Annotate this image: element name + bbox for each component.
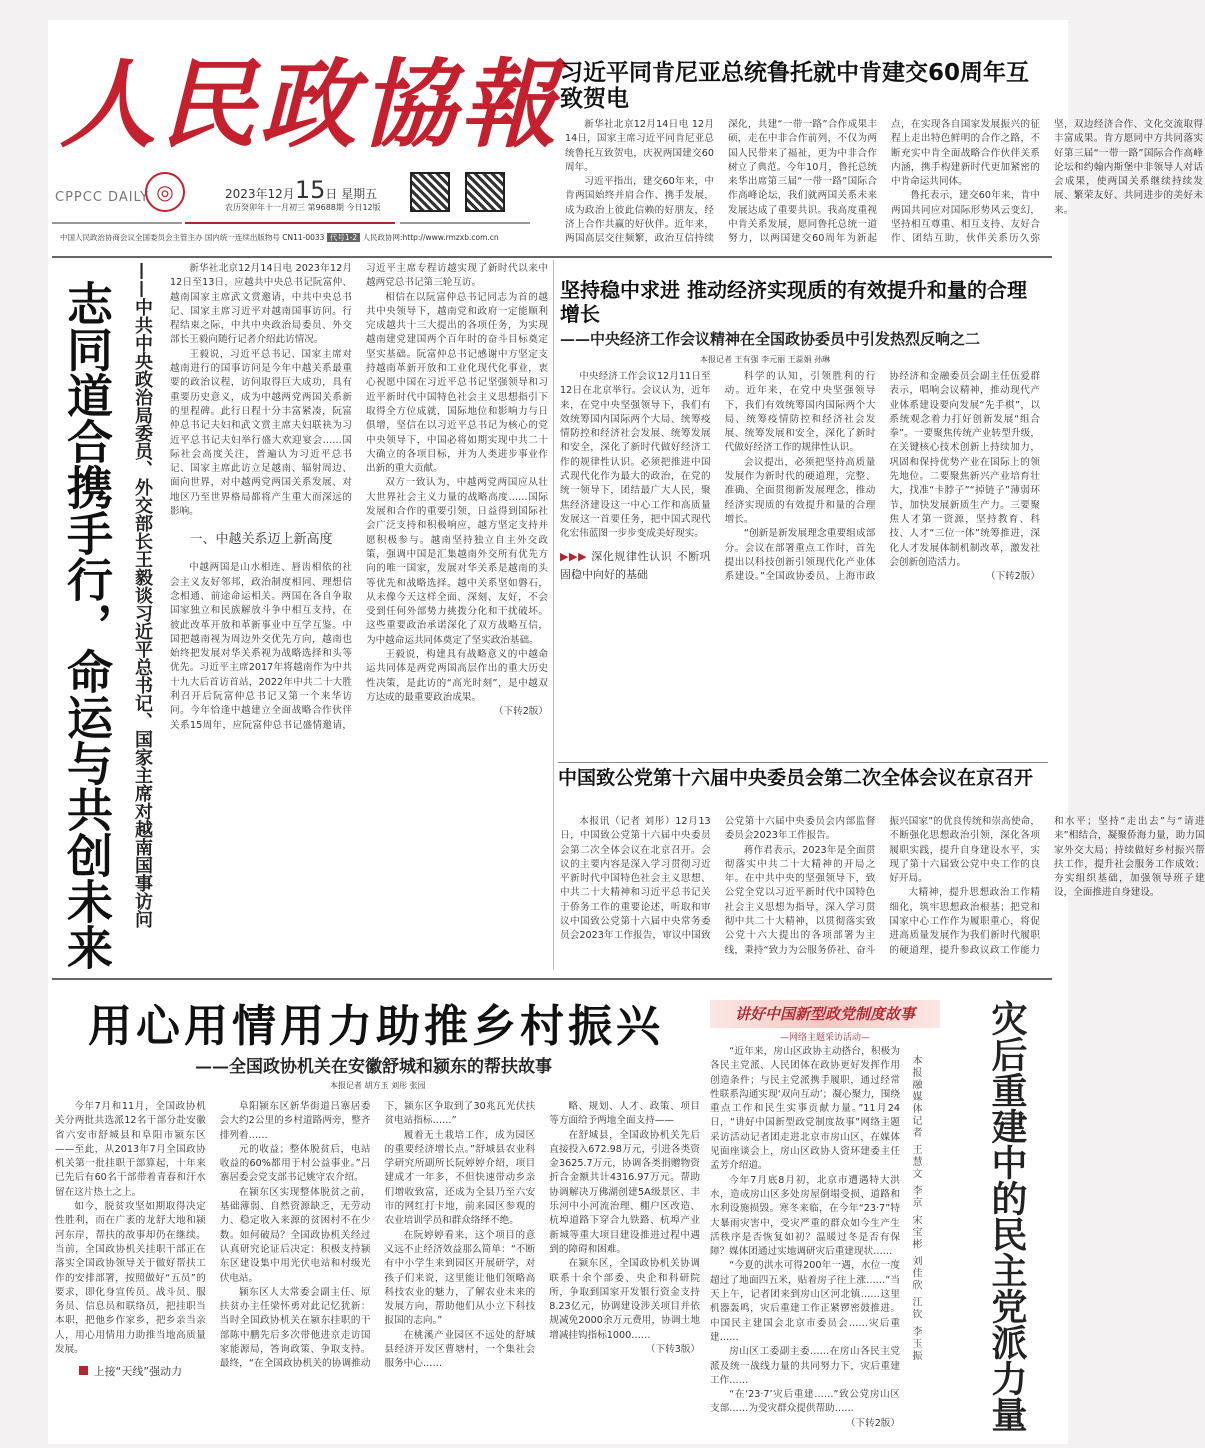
issue-date	[225, 176, 377, 204]
subtitle-rural: ——全国政协机关在安徽舒城和颍东的帮扶故事	[195, 1057, 552, 1077]
paragraph: 鲁托表示，建交60年来，肯中两国共同应对国际形势风云变幻，坚持相互尊重、相互支持、友好合作、团结互助，伙伴关系历久弥坚，双边经济合作、文化交流取得丰富成果。肯方愿同中方共同落实好第三届“一带一路”国际合作高峰论坛和约翰内斯堡中非领导人对话会成果，使两国关系继续持续发展、繁荣友好、共同进步的美好未来。	[891, 119, 1203, 245]
article-economy-body	[560, 370, 1040, 758]
square-bullet-icon	[79, 1366, 88, 1375]
divider	[553, 260, 554, 970]
paragraph: 大精神，提升思想政治工作精细化，筑牢思想政治根基；把党和国家中心工作作为履职重心，将促进高质量发展作为我们新时代履职的硬道理，提升参政议政工作能力和水平；坚持“走出去”与“请进来”相结合，凝聚侨海力量，助力国家外交大局；持续做好乡村振兴帮扶工作，提升社会服务工作成效；夯实组织基础，加强领导班子建设，全面推进自身建设。	[889, 816, 1205, 956]
paragraph: 习近平指出，建交60年来，中肯两国始终并肩合作、携手发展，成为政治上彼此信赖的好朋友，经济上合作共赢的好伙伴。近年来，两国高层交往频繁，政治互信持续深化，共建“一带一路”合作成果丰硕，走在中非合作前列，不仅为两国人民带来了福祉，更为中非合作树立了典范。今年10月，鲁托总统来华出席第三届“一带一路”国际合作高峰论坛，我们就两国关系未来发展达成了重要共识。我高度重视中肯关系发展，愿同鲁托总统一道努力，以两国建交60周年为新起点，在实现各自国家发展振兴的征程上走出特色鲜明的合作之路，不断充实中肯全面战略合作伙伴关系内涵，携手构建新时代更加紧密的中肯命运共同体。	[565, 119, 1040, 245]
paragraph: 新华社北京12月14日电 2023年12月12日至13日，应越共中央总书记阮富仲、越南国家主席武文赏邀请，中共中央总书记、国家主席习近平对越南国事访问。行程结束之际，中共中央政治局委员、外交部长王毅向随行记者介绍此访情况。	[170, 263, 352, 346]
paragraph: 在桃溪产业园区不远处的舒城县经济开发区曹塘村，一个集社会服务中心……	[384, 1329, 536, 1370]
headline-zhigong[interactable]: 中国致公党第十六届中央委员会第二次全体会议在京召开	[558, 767, 1034, 789]
byline-economy: 本报记者 王有强 李元丽 王蕊娟 孙琳	[700, 355, 831, 364]
continued-on-page-link[interactable]: （下转2版）	[985, 571, 1040, 583]
paragraph: 房山区工委副主委……在房山各民主党派及统一战线力量的共同努力下，灾后重建工作……	[710, 1346, 900, 1386]
paragraph: 今年7月和11月，全国政协机关分两批共选派12名干部分赴安徽省六安市舒城县和阜阳市颍东区——至此，从2013年7月全国政协机关第一批挂职干部算起，十年来已先后有60名干部带着青春和汗水留在这片热土之上。	[55, 1101, 206, 1198]
continued-on-page-link[interactable]: （下转2版）	[845, 1417, 900, 1429]
lunar-issue-info: 农历癸卯年十一月初三 第9688期 今日12版	[225, 203, 381, 212]
paragraph: 中央经济工作会议12月11日至12日在北京举行。会议认为，近年来，在党中央坚强领导下，我们有效统筹国内国际两个大局、统筹疫情防控和经济社会发展、统筹发展和安全，深化了新时代做好经济工作的规律性认识。必须把推进中国式现代化作为最大的政治，在党的统一领导下，团结最广大人民，聚焦经济建设这一中心工作和高质量发展这一首要任务，把中国式现代化宏伟蓝图一步步变成美好现实。	[560, 371, 711, 540]
paragraph: 颍东区人大常委会副主任、原扶贫办主任梁怀勇对此记忆犹新：当时全国政协机关在颍东挂职的干部陈中鹏先后多次带他进京走访国家能源局，答询政策、争取支持。最终，“在全国政协机关的协调推动下，颍东区争取到了30兆瓦光伏扶贫电站指标……”	[219, 1101, 536, 1370]
date-prefix: 2023年12月	[225, 187, 295, 201]
paragraph: 相信在以阮富仲总书记同志为首的越共中央领导下，越南党和政府一定能顺利完成越共十三大提出的各项任务，为实现越南建党建国两个百年时的奋斗目标奠定坚实基础。阮富仲总书记感谢中方坚定支持越南革新开放和工业化现代化事业，衷心祝愿中国在习近平总书记坚强领导和习近平新时代中国特色社会主义思想指引下取得全方位成就，国际地位和影响力与日俱增，坚信在以习近平总书记为核心的党中央领导下，中国必将如期实现中共二十大确立的各项目标，并为人类进步事业作出新的重大贡献。	[366, 291, 548, 475]
paragraph: 科学的认知，引领胜利的行动。近年来，在党中央坚强领导下，我们有效统筹国内国际两个大局、统筹疫情防控和经济社会发展、统筹发展和安全，深化了新时代做好经济工作的规律性认识。	[724, 371, 876, 454]
headline-disaster[interactable]: 灾后重建中的民主党派力量	[986, 1000, 1028, 1432]
divider	[52, 256, 1052, 258]
website: 人民政协网:http://www.rmzxb.com.cn	[362, 233, 499, 242]
paragraph: “近年来，房山区政协主动搭台，积极为各民主党派、人民团体在政协更好发挥作用创造条件；与民主党派携手履职，通过经常性联系沟通实现‘双向互动’；凝心聚力，围绕重点工作和民生实事贡献力量。”11月24日，“讲好中国新型政党制度故事”网络主题采访活动记者团走进北京市房山区，在媒体见面座谈会上，房山区政协人资环建委主任孟芳介绍道。	[710, 1046, 900, 1172]
section-heading-text: 上接“天线”强动力	[93, 1365, 183, 1379]
paragraph: 在舒城县，全国政协机关先后直接投入672.98万元，引进各类资金3625.7万元，协调各类捐赠物资折合金额共计4316.97万元。帮助协调解决万佛湖创建5A级景区、丰乐河中小河流治理、棚户区改造、杭埠道路下穿合九铁路、杭埠产业新城等重大项目建设推进过程中遇到的障碍和困难。	[549, 1129, 700, 1255]
byline-rural: 本报记者 胡方玉 刘彤 张园	[330, 1081, 426, 1090]
publisher: 中国人民政治协商会议全国委员会主管主办 国内统一连续出版物号 CN11-0033	[60, 233, 325, 242]
newspaper-logo: 人民政協報	[60, 48, 560, 161]
article-rural-body	[55, 1100, 700, 1440]
section-heading-text: 深化规律性认识 不断巩固稳中向好的基础	[560, 549, 711, 581]
paragraph: “创新是新发展理念重要组成部分。会议在部署重点工作时，首先提出以科技创新引领现代化产业体系建设。”全国政协委员、上海市政协经济和金融委员会副主任伍爱群表示，唱响会议精神，推动现代产业体系建设要向发展“先手棋”，以系统观念着力打好创新发展“组合拳”。一要聚焦传统产业转型升级，在关键核心技术创新上持续加力，巩固和保持优势产业在国际上的领先地位。二要聚焦新兴产业培育壮大，找准“卡脖子”“掉链子”薄弱环节，加快发展新质生产力。三要聚焦人才第一资源，坚持教育、科技、人才“三位一体”统筹推进，深化人才发展体制机制改革，激发社会创新创造活力。	[724, 371, 1040, 583]
qr-code-icon[interactable]	[410, 172, 450, 212]
divider	[52, 978, 1052, 980]
section-heading	[55, 1363, 206, 1381]
paragraph: “今夏的洪水可得200年一遇，水位一度超过了地面四五米，贴着房子往上涨……”当天上午，记者团来到房山区河北镇……这里机器轰鸣，灾后重建工作正紧锣密鼓推进。中国民主建国会北京市委员会……灾后重建……	[710, 1260, 900, 1343]
headline-vietnam[interactable]: 志同道合携手行，命运与共创未来	[60, 280, 114, 970]
paragraph: “在‘23·7’灾后重建……”致公党房山区支部……为受灾群众提供帮助……	[710, 1389, 900, 1415]
continued-on-page-link[interactable]: （下转3版）	[645, 1344, 700, 1356]
divider	[558, 762, 1048, 763]
article-kenya-body	[565, 118, 1203, 248]
divider	[185, 222, 395, 224]
date-day: 15	[294, 176, 326, 204]
section-heading	[560, 548, 711, 584]
paragraph: 双方一致认为，中越两党两国应从壮大世界社会主义力量的战略高度……国际发展和合作的重要引领，日益得到国际社会广泛支持和积极响应，越方坚定支持并愿积极参与。越南坚持独立自主外交政策，强调中国是汇集越南外交所有优先方向的唯一国家，发展对华关系是越南的头等优先和战略选择。越中关系坚如磐石，从未像今天这样全面、深刻、友好，不会受到任何外部势力挑拨分化和干扰破坏。这些重要政治承诺深化了双方战略互信，为中越命运共同体奠定了坚实政治基础。	[366, 477, 548, 646]
paragraph: 阜阳颍东区新华街道吕寨居委会大约2公里的乡村道路两旁，整齐排列着……	[219, 1101, 371, 1141]
paragraph: 王毅说，习近平总书记、国家主席对越南进行的国事访问是今年中越关系最重要的政治议程，访问取得巨大成功，具有重要历史意义，成为中越两党两国关系新的里程碑。此行日程十分丰富紧凑，阮富仲总书记夫妇和武文赏主席夫妇联袂为习近平总书记夫妇举行盛大欢迎宴会……国际社会高度关注，普遍认为习近平总书记、国家主席此访立足越南、辐射周边、面向世界，对中越两党两国关系发展、对地区乃至世界格局都将产生重大而深远的影响。	[170, 348, 352, 518]
subtitle-economy: ——中央经济工作会议精神在全国政协委员中引发热烈反响之二	[560, 330, 981, 348]
byline-disaster: 本报融媒体记者 王慧文 李京 宋宝彬 刘佳欣 江钦 李玉振	[910, 1055, 921, 1363]
paragraph: 履着无土栽培工作，成为园区的重要经济增长点。”舒城县农业科学研究所副所长阮婷婷介绍，项目建成才一年多，不但快速带动乡亲们增收致富，还成为全县乃至六安市的网红打卡地，前来园区参观的农业培训学员和群众络绎不绝。	[384, 1129, 536, 1227]
article-disaster-body	[710, 1045, 900, 1440]
headline-rural[interactable]: 用心用情用力助推乡村振兴	[88, 1001, 664, 1052]
article-vietnam-body	[170, 262, 548, 967]
paragraph: 王毅说，构建具有战略意义的中越命运共同体是两党两国高层作出的重大历史性决策，是此访的“高光时刻”，是中越双方达成的最重要政治成果。	[366, 649, 548, 703]
paragraph: 会议提出，必须把坚持高质量发展作为新时代的硬道理，完整、准确、全面贯彻新发展理念，推动经济实现质的有效提升和量的合理增长。	[724, 456, 876, 525]
subtitle-vietnam: ——中共中央政治局委员、外交部长王毅谈习近平总书记、国家主席对越南国事访问	[132, 262, 153, 928]
paragraph: 如今，脱贫攻坚如期取得决定性胜利，而在广袤的龙舒大地和颍河东岸，帮扶的故事却仍在继续。当前，全国政协机关挂职干部正在落实全国政协领导关于做好帮扶工作的安排部署，按照做好“五员”的要求，即化身宣传员、战斗员、服务员、信息员和联络员，把挂职当本职，把他乡作家乡，把乡亲当亲人，用心用情用力助推当地高质量发展。	[55, 1201, 206, 1356]
paragraph: 在颍东区，全国政协机关协调联系十余个部委、央企和科研院所，争取到国家开发银行资金支持8.23亿元，协调建设涉关项目并依规减免2000余万元费用，协调土地增减挂钩指标1000……	[549, 1258, 700, 1341]
paragraph: 新华社北京12月14日电 12月14日，国家主席习近平同肯尼亚总统鲁托互致贺电，庆祝两国建交60周年。	[565, 119, 714, 173]
paragraph: 元的收益；整体脱贫后，电站收益的60%都用于村公益事业。”吕寨居委会党支部书记姚守农介绍。	[219, 1143, 371, 1184]
series-banner: 讲好中国新型政党制度故事	[710, 1000, 940, 1028]
triangle-bullets-icon: ▶▶▶	[560, 549, 592, 563]
paragraph: 在颍东区实现整体脱贫之前，基础薄弱、自然资源缺乏，无劳动力、稳定收入来源的贫困村不在少数。如何破局？全国政协机关经过认真研究论证后决定：积极支持颍东区建设集中用光伏电站和村级光伏电站。	[219, 1186, 371, 1284]
headline-economy[interactable]: 坚持稳中求进 推动经济实现质的有效提升和量的合理增长	[560, 278, 1027, 326]
series-banner-subtitle: —网络主题采访活动—	[779, 1033, 870, 1043]
paragraph: 略、规划、人才、政策、项目等方面给予两地全面支持——	[549, 1101, 700, 1127]
headline-kenya[interactable]: 习近平同肯尼亚总统鲁托就中肯建交60周年互致贺电	[560, 60, 1030, 112]
divider	[52, 222, 182, 224]
postal-code: 代号1-2	[327, 233, 360, 242]
article-zhigong-body	[560, 815, 1205, 965]
paragraph: 在阮婷婷看来，这个项目的意义远不止经济效益那么简单：“不断有中小学生来到园区开展研学，对孩子们来说，这里能让他们领略高科技农业的魅力，了解农业未来的发展方向，帮助他们从小立下科技报国的志向。”	[384, 1229, 536, 1327]
english-name: CPPCC DAILY	[55, 190, 150, 205]
continued-on-page-link[interactable]: （下转2版）	[493, 706, 548, 718]
divider	[400, 222, 530, 224]
publisher-info	[60, 232, 540, 243]
section-heading: 一、中越关系迈上新高度	[189, 532, 333, 548]
paragraph: 中越两国是山水相连、唇齿相依的社会主义友好邻邦，政治制度相同、理想信念相通、前途命运相关。两国在各自争取国家独立和民族解放斗争中相互支持，在彼此改革开放和革新事业中互学互鉴。中国把越南视为周边外交优先方向，越南也始终把发展对华关系视为战略选择和头等优先。习近平主席2017年将越南作为中共十九大后首访首站，2022年中共二十大胜利召开后阮富仲总书记又第一个来华访问。今年恰逢中越建立全面战略合作伙伴关系15周年，应阮富仲总书记盛情邀请，习近平主席专程访越实现了新时代以来中越两党总书记第三轮互访。	[170, 263, 548, 731]
date-suffix: 日 星期五	[325, 187, 378, 201]
paragraph: 本报讯（记者 刘彤）12月13日，中国致公党第十六届中央委员会第二次全体会议在北京召开。会议的主要内容是深入学习贯彻习近平新时代中国特色社会主义思想、中共二十大精神和习近平总书记关于侨务工作的重要论述，听取和审议中国致公党第十六届中央常务委员会2023年工作报告，审议中国致公党第十六届中央委员会内部监督委员会2023年工作报告。	[560, 816, 876, 942]
qr-code-icon[interactable]	[465, 172, 505, 212]
cppcc-emblem-icon: ◎	[145, 172, 185, 212]
paragraph: 今年7月底8月初，北京市遭遇特大洪水，造成房山区多处房屋倒塌受损、道路和水利设施损毁。寒冬来临，在今年“23·7”特大暴雨灾害中，受灾严重的群众如今生产生活秩序是否恢复如初？温暖过冬是否有保障？媒体团通过实地调研灾后重建现状……	[710, 1174, 900, 1258]
paragraph: 蒋作君表示，2023年是全面贯彻落实中共二十大精神的开局之年。在中共中央的坚强领导下，致公党全党以习近平新时代中国特色社会主义思想为指导，深入学习贯彻中共二十大精神，以贯彻落实致公党十六大提出的各项部署为主线，秉持“致力为公服务侨社、奋斗振兴国家”的优良传统和崇高使命，不断强化思想政治引领，深化各项履职实践，提升自身建设水平，实现了第十六届致公党中央工作的良好开局。	[724, 816, 1040, 956]
